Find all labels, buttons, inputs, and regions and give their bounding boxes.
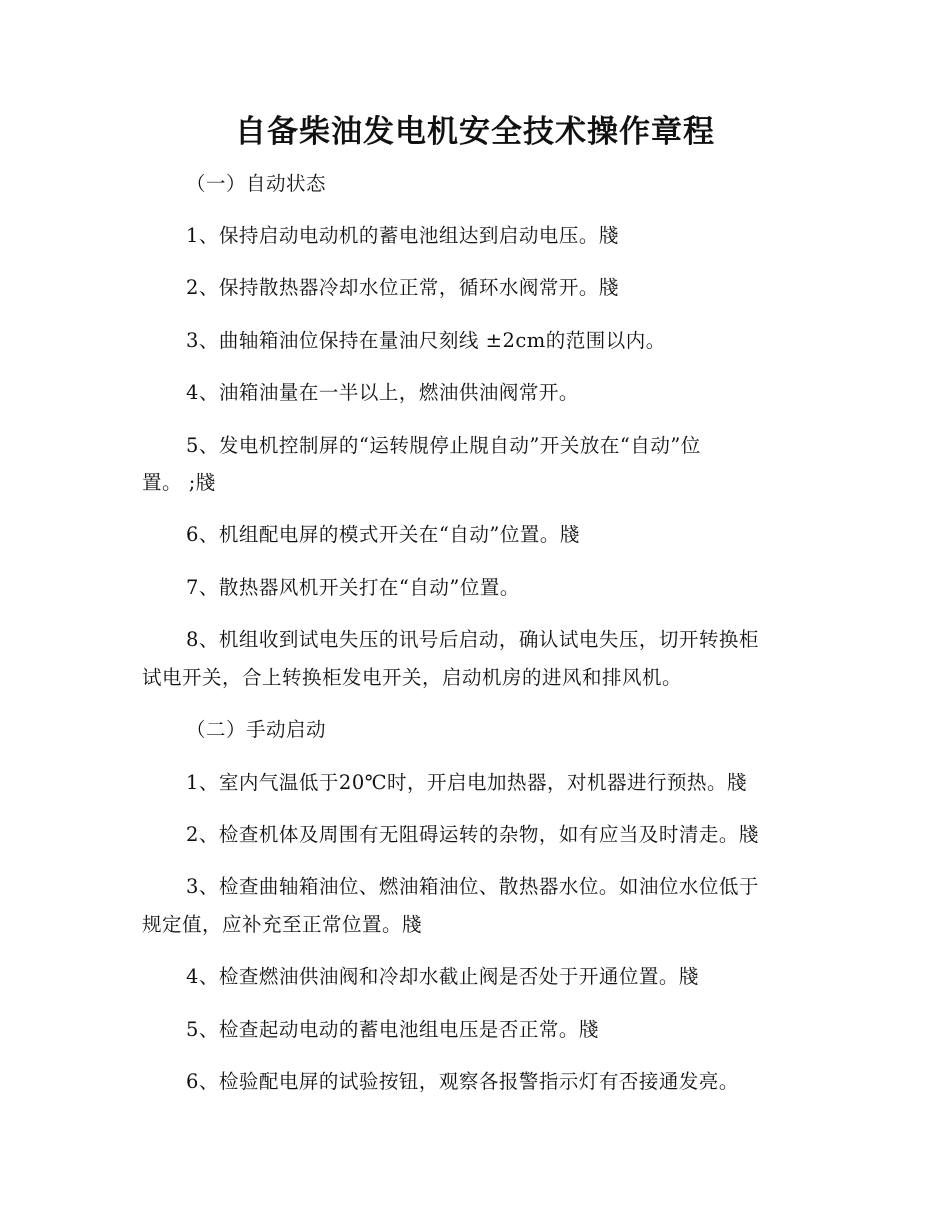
paragraph-line: 6、检验配电屏的试验按钮，观察各报警指示灯有否接通发亮。 <box>186 1070 739 1093</box>
paragraph-line: 1、保持启动电动机的蓄电池组达到启动电压。牋 <box>186 224 619 247</box>
paragraph-line: 6、机组配电屏的模式开关在“自动”位置。牋 <box>186 523 580 546</box>
paragraph-line: 8、机组收到试电失压的讯号后启动，确认试电失压，切开转换柜 <box>186 628 759 651</box>
paragraph-line: 3、曲轴箱油位保持在量油尺刻线 ±2cm的范围以内。 <box>186 329 666 352</box>
paragraph-line: 2、保持散热器冷却水位正常，循环水阀常开。牋 <box>186 276 619 299</box>
paragraph-line: 5、发电机控制屏的“运转覑停止覑自动”开关放在“自动”位 <box>186 434 701 457</box>
paragraph-line: 置。 ;牋 <box>142 471 216 494</box>
paragraph-line: 3、检查曲轴箱油位、燃油箱油位、散热器水位。如油位水位低于 <box>186 875 759 898</box>
paragraph-line: 规定值，应补充至正常位置。牋 <box>142 913 423 936</box>
paragraph-line: 4、油箱油量在一半以上，燃油供油阀常开。 <box>186 381 579 404</box>
section-heading-manual: （二）手动启动 <box>186 718 327 741</box>
paragraph-line: 5、检查起动电动的蓄电池组电压是否正常。牋 <box>186 1018 599 1041</box>
paragraph-line: 试电开关，合上转换柜发电开关，启动机房的进风和排风机。 <box>142 666 683 689</box>
paragraph-line: 4、检查燃油供油阀和冷却水截止阀是否处于开通位置。牋 <box>186 965 699 988</box>
paragraph-line: 2、检查机体及周围有无阻碍运转的杂物，如有应当及时清走。牋 <box>186 823 759 846</box>
paragraph-line: 7、散热器风机开关打在“自动”位置。 <box>186 576 520 599</box>
document-title: 自备柴油发电机安全技术操作章程 <box>235 114 715 150</box>
paragraph-line: 1、室内气温低于20℃时，开启电加热器，对机器进行预热。牋 <box>186 771 748 794</box>
section-heading-auto: （一）自动状态 <box>186 172 327 195</box>
